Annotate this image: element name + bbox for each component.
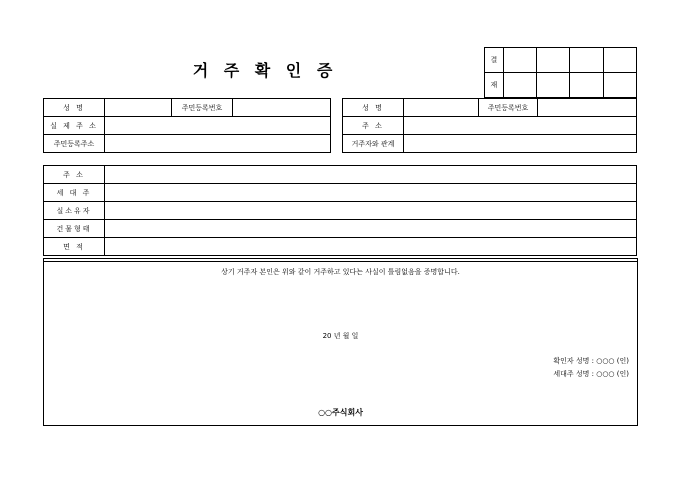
relation-field[interactable] [404, 135, 637, 153]
approval-cell[interactable] [503, 73, 536, 98]
id-no-label: 주민등록번호 [479, 99, 538, 117]
owner-label: 실소유자 [44, 202, 105, 220]
building-type-label: 건물형태 [44, 220, 105, 238]
approval-cell[interactable] [603, 73, 636, 98]
householder-field[interactable] [105, 184, 637, 202]
address-label: 주 소 [44, 166, 105, 184]
approval-label-1: 결 [485, 48, 504, 73]
approval-box [484, 47, 637, 98]
name-label: 성 명 [44, 99, 105, 117]
address-label: 주 소 [343, 117, 404, 135]
document-title: 거 주 확 인 증 [192, 61, 338, 80]
resident-info-table [43, 98, 331, 153]
approval-cell[interactable] [570, 48, 603, 73]
confirmer-signature: 확인자 성명 : ○○○ (인) [553, 357, 629, 365]
householder-info-table [342, 98, 637, 153]
name-field[interactable] [404, 99, 479, 117]
householder-signature: 세대주 성명 : ○○○ (인) [553, 370, 629, 378]
divider [44, 261, 637, 262]
area-label: 면 적 [44, 238, 105, 256]
residence-detail-table [43, 165, 637, 256]
approval-cell[interactable] [537, 73, 570, 98]
name-field[interactable] [105, 99, 172, 117]
actual-address-field[interactable] [105, 117, 331, 135]
id-no-field[interactable] [233, 99, 331, 117]
registered-address-label: 주민등록주소 [44, 135, 105, 153]
certification-body [43, 258, 638, 426]
area-field[interactable] [105, 238, 637, 256]
approval-cell[interactable] [537, 48, 570, 73]
certification-statement: 상기 거주자 본인은 위와 같이 거주하고 있다는 사실이 틀림없음을 증명합니다. [221, 268, 460, 276]
owner-field[interactable] [105, 202, 637, 220]
date-line: 20 년 월 일 [322, 332, 359, 340]
relation-label: 거주자와 관계 [343, 135, 404, 153]
householder-label: 세 대 주 [44, 184, 105, 202]
id-no-label: 주민등록번호 [172, 99, 233, 117]
registered-address-field[interactable] [105, 135, 331, 153]
address-field[interactable] [105, 166, 637, 184]
id-no-field[interactable] [538, 99, 637, 117]
actual-address-label: 실 제 주 소 [44, 117, 105, 135]
approval-cell[interactable] [603, 48, 636, 73]
approval-cell[interactable] [503, 48, 536, 73]
approval-cell[interactable] [570, 73, 603, 98]
approval-label-2: 재 [485, 73, 504, 98]
name-label: 성 명 [343, 99, 404, 117]
address-field[interactable] [404, 117, 637, 135]
building-type-field[interactable] [105, 220, 637, 238]
company-name: ○○주식회사 [318, 408, 363, 417]
